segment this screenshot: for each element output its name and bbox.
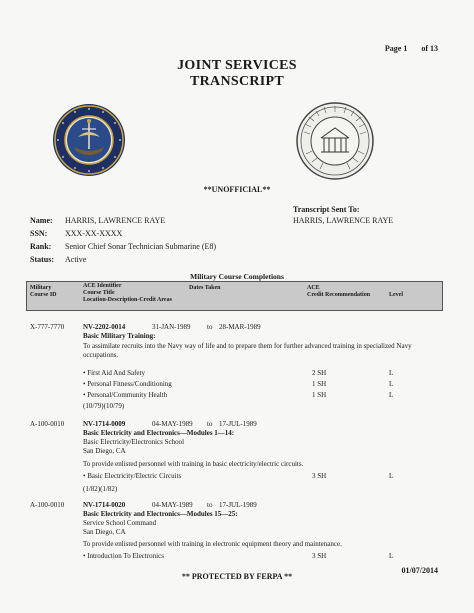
rank-label: Rank: xyxy=(30,242,52,251)
date-from: 31-JAN-1989 xyxy=(152,323,191,331)
credit-row: • Personal Fitness/Conditioning xyxy=(83,380,172,388)
title-line-2: TRANSCRIPT xyxy=(189,74,284,89)
col-ace-header: ACE Identifier Course Title Location-Description-Credit Areas xyxy=(83,283,172,303)
name-value: HARRIS, LAWRENCE RAYE xyxy=(65,216,166,225)
course-school: Basic Electricity/Electronics School xyxy=(83,438,185,446)
course-description-cont: occupations. xyxy=(83,351,119,359)
course-id: A-100-0010 xyxy=(30,501,65,509)
status-value: Active xyxy=(65,255,87,264)
date-to-word: to xyxy=(207,501,213,509)
sent-to-label: Transcript Sent To: xyxy=(293,205,360,214)
course-description: To assimilate recruits into the Navy way of life and to prepare them for further advanced training in specialized Navy xyxy=(83,342,412,350)
ssn-value: XXX-XX-XXXX xyxy=(65,229,123,238)
course-id: A-100-0010 xyxy=(30,420,65,428)
section-title: Military Course Completions xyxy=(190,272,284,281)
credit-row: • Introduction To Electronics xyxy=(83,552,164,560)
sent-to-value: HARRIS, LAWRENCE RAYE xyxy=(293,216,394,225)
course-location: San Diego, CA xyxy=(83,528,126,536)
ssn-label: SSN: xyxy=(30,229,48,238)
page-number xyxy=(385,44,438,53)
date-to: 17-JUL-1989 xyxy=(219,501,257,509)
date-to: 28-MAR-1989 xyxy=(219,323,261,331)
date-to-word: to xyxy=(207,420,213,428)
credit-sh: 1 SH xyxy=(312,391,327,399)
unofficial-label: **UNOFFICIAL** xyxy=(203,185,271,194)
course-id: X-777-7770 xyxy=(30,323,65,331)
course-school: Service School Command xyxy=(83,519,157,527)
col-credit-header: ACE Credit Recommendation xyxy=(307,285,371,298)
credit-level: L xyxy=(389,380,394,388)
course-description: To provide enlisted personnel with training in basic electricity/electric circuits. xyxy=(83,460,304,468)
navy-seal-icon xyxy=(52,103,126,177)
ace-seal-icon xyxy=(296,102,374,180)
course-location: San Diego, CA xyxy=(83,447,126,455)
ferpa-footer: ** PROTECTED BY FERPA ** xyxy=(181,572,293,581)
course-version: (1/82)(1/82) xyxy=(83,485,118,493)
course-title: Basic Electricity and Electronics—Modules 15—25: xyxy=(83,510,238,518)
col-level-header: Level xyxy=(389,292,403,298)
date-from: 04-MAY-1989 xyxy=(152,420,193,428)
ace-id: NV-1714-0009 xyxy=(83,420,126,428)
name-label: Name: xyxy=(30,216,53,225)
page-total: of 13 xyxy=(421,44,438,53)
credit-level: L xyxy=(389,552,394,560)
table-header xyxy=(26,281,443,311)
course-title: Basic Electricity and Electronics—Modules 1—14: xyxy=(83,429,235,437)
credit-sh: 3 SH xyxy=(312,552,327,560)
ace-id: NV-1714-0020 xyxy=(83,501,126,509)
date-from: 04-MAY-1989 xyxy=(152,501,193,509)
title-line-1: JOINT SERVICES xyxy=(177,58,297,73)
status-label: Status: xyxy=(30,255,55,264)
col-dates-header: Dates Taken xyxy=(189,285,221,291)
credit-level: L xyxy=(389,472,394,480)
date-to-word: to xyxy=(207,323,213,331)
ace-id: NV-2202-0014 xyxy=(83,323,126,331)
rank-value: Senior Chief Sonar Technician Submarine (E8) xyxy=(65,242,217,251)
credit-sh: 1 SH xyxy=(312,380,327,388)
credit-sh: 3 SH xyxy=(312,472,327,480)
date-to: 17-JUL-1989 xyxy=(219,420,257,428)
credit-row: • Personal/Community Health xyxy=(83,391,168,399)
col-course-id-header: Military Course ID xyxy=(30,285,57,298)
credit-level: L xyxy=(389,369,394,377)
print-date: 01/07/2014 xyxy=(401,566,438,575)
credit-level: L xyxy=(389,391,394,399)
credit-sh: 2 SH xyxy=(312,369,327,377)
credit-row: • Basic Electricity/Electric Circuits xyxy=(83,472,182,480)
course-title: Basic Military Training: xyxy=(83,332,156,340)
page-label: Page 1 xyxy=(384,44,408,53)
course-version: (10/79)(10/79) xyxy=(83,402,125,410)
credit-row: • First Aid And Safety xyxy=(83,369,145,377)
course-description: To provide enlisted personnel with training in electronic equipment theory and maintenance. xyxy=(83,540,342,548)
